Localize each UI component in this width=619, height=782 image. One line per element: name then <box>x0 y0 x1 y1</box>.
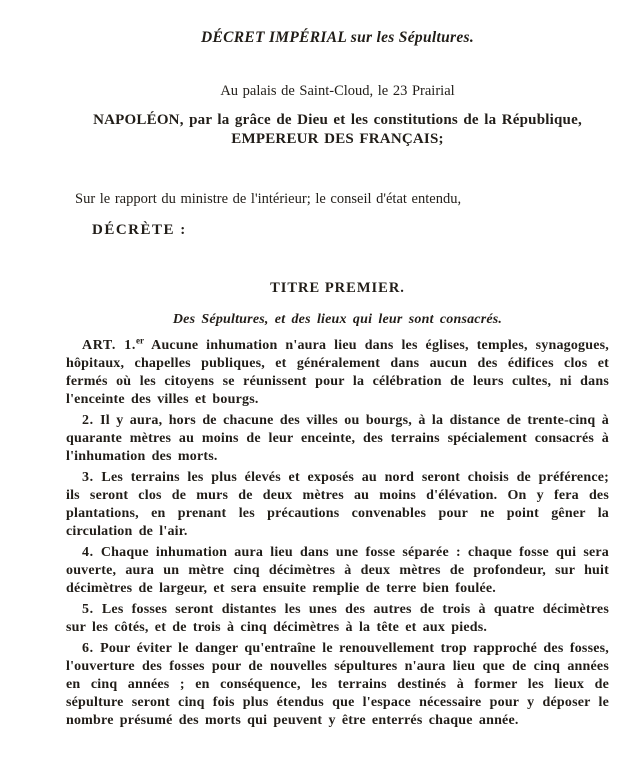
article-3-label: 3. <box>82 470 94 485</box>
decree-word: DÉCRÈTE : <box>92 222 187 238</box>
dateline: Au palais de Saint-Cloud, le 23 Prairial <box>220 83 455 99</box>
article-1-label: ART. 1. <box>82 338 136 353</box>
document-page <box>0 28 619 782</box>
preamble-line-1: NAPOLÉON, par la grâce de Dieu et les constitutions de la République, <box>93 112 582 128</box>
section-heading: TITRE PREMIER. <box>270 280 405 296</box>
article-6 <box>66 640 609 730</box>
article-2-label: 2. <box>82 413 94 428</box>
article-6-label: 6. <box>82 641 94 656</box>
article-1 <box>66 337 609 409</box>
article-4 <box>66 544 609 598</box>
article-5-text: Les fosses seront distantes les unes des autres de trois à quatre décimètres sur les côtés, et de trois à cinq décimètres à la tête et aux pieds. <box>66 602 609 635</box>
article-4-text: Chaque inhumation aura lieu dans une fosse séparée : chaque fosse qui sera ouverte, aura un mètre cinq décimètres à deux mètres de profondeur, sur huit décimètres de largeur, et sera ensuite remplie de terre bien foulée. <box>66 545 609 596</box>
articles-list <box>66 337 609 730</box>
article-1-ordinal-suffix: er <box>135 335 144 346</box>
section-subheading: Des Sépultures, et des lieux qui leur sont consacrés. <box>172 312 503 327</box>
report-line: Sur le rapport du ministre de l'intérieur; le conseil d'état entendu, <box>75 191 462 207</box>
preamble <box>66 111 609 149</box>
article-6-text: Pour éviter le danger qu'entraîne le renouvellement trop rapproché des fosses, l'ouverture des fosses pour de nouvelles sépultures n'aura lieu que de cinq années en cinq années ; en conséquence, les terrains destinés à former les lieux de sépulture seront cinq fois plus étendus que l'espace nécessaire pour y déposer le nombre présumé des morts qui peuvent y être enterrés chaque année. <box>66 641 609 728</box>
article-1-text: Aucune inhumation n'aura lieu dans les églises, temples, synagogues, hôpitaux, chapelles publiques, et généralement dans aucun des édifices clos et fermés où les citoyens se réunissent pour la célébration de leurs cultes, ni dans l'enceinte des villes et bourgs. <box>66 338 609 407</box>
document-title: DÉCRET IMPÉRIAL sur les Sépultures. <box>200 29 475 46</box>
article-2-text: Il y aura, hors de chacune des villes ou bourgs, à la distance de trente-cinq à quarante mètres au moins de leur enceinte, des terrains spécialement consacrés à l'inhumation des morts. <box>66 413 609 464</box>
preamble-line-2: EMPEREUR DES FRANÇAIS; <box>231 131 444 147</box>
article-3 <box>66 469 609 541</box>
article-5 <box>66 601 609 637</box>
article-4-label: 4. <box>82 545 94 560</box>
article-3-text: Les terrains les plus élevés et exposés au nord seront choisis de préférence; ils seront clos de murs de deux mètres au moins d'élévation. On y fera des plantations, en prenant les précautions convenables pour ne point gêner la circulation de l'air. <box>66 470 610 539</box>
article-5-label: 5. <box>82 602 94 617</box>
article-2 <box>66 412 609 466</box>
